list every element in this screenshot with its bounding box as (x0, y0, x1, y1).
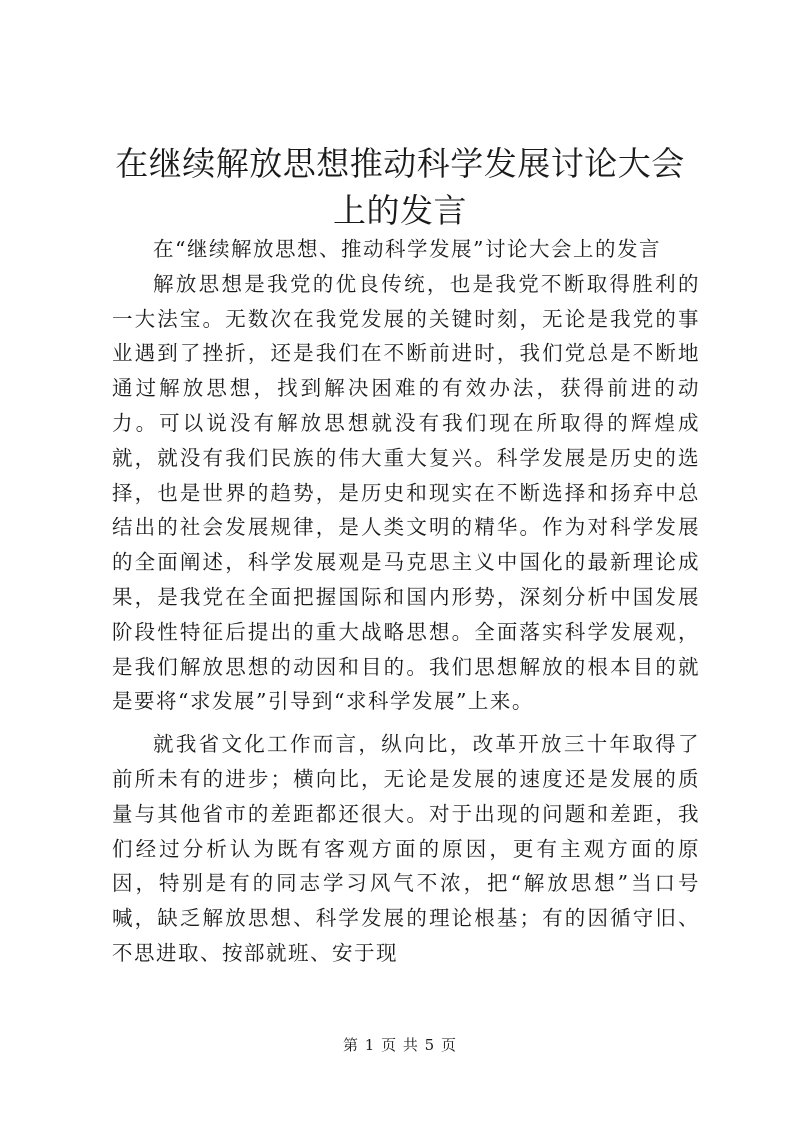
body-paragraph: 解放思想是我党的优良传统，也是我党不断取得胜利的一大法宝。无数次在我党发展的关键时刻，无论是我党的事业遇到了挫折，还是我们在不断前进时，我们党总是不断地通过解放思想，找到解决困难的有效办法，获得前进的动力。可以说没有解放思想就没有我们现在所取得的辉煌成就，就没有我们民族的伟大重大复兴。科学发展是历史的选择，也是世界的趋势，是历史和现实在不断选择和扬弃中总结出的社会发展规律，是人类文明的精华。作为对科学发展的全面阐述，科学发展观是马克思主义中国化的最新理论成果，是我党在全面把握国际和国内形势，深刻分析中国发展阶段性特征后提出的重大战略思想。全面落实科学发展观，是我们解放思想的动因和目的。我们思想解放的根本目的就是要将“求发展”引导到“求科学发展”上来。 (112, 271, 700, 714)
page-footer: 第 1 页 共 5 页 (343, 1036, 457, 1054)
body-paragraph: 就我省文化工作而言，纵向比，改革开放三十年取得了前所未有的进步；横向比，无论是发展的速度还是发展的质量与其他省市的差距都还很大。对于出现的问题和差距，我们经过分析认为既有客观方面的原因，更有主观方面的原因，特别是有的同志学习风气不浓，把“解放思想”当口号喊，缺乏解放思想、科学发展的理论根基；有的因循守旧、不思进取、按部就班、安于现 (112, 732, 700, 965)
document-title: 在继续解放思想推动科学发展讨论大会上的发言 (115, 144, 685, 230)
subtitle-paragraph: 在“继续解放思想、推动科学发展”讨论大会上的发言 (153, 237, 661, 261)
document-body (112, 232, 700, 971)
